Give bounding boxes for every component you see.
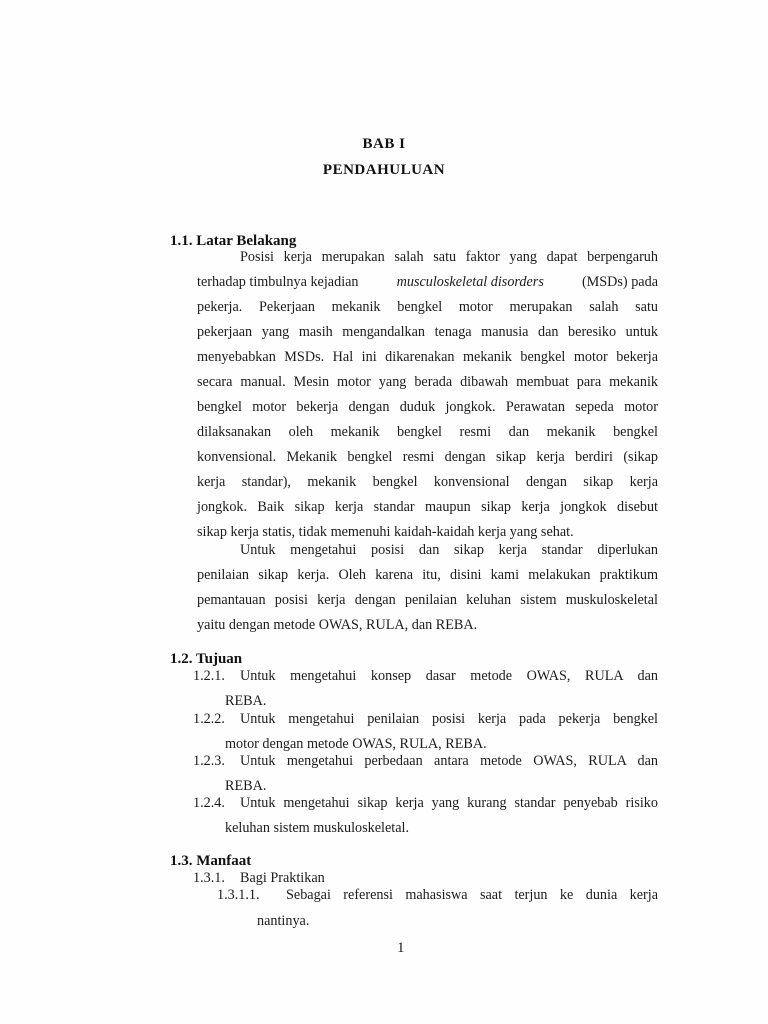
list-item-line: REBA.: [225, 778, 267, 794]
chapter-title: PENDAHULUAN: [322, 162, 446, 178]
italic-term: musculoskeletal disorders: [396, 274, 544, 290]
paragraph-line: penilaian sikap kerja. Oleh karena itu, disini kami melakukan praktikum: [197, 567, 658, 583]
list-number: 1.2.4.: [193, 795, 225, 811]
paragraph-line: secara manual. Mesin motor yang berada dibawah membuat para mekanik: [197, 374, 658, 390]
section-heading-latar-belakang: 1.1. Latar Belakang: [170, 233, 297, 249]
list-item-line: Untuk mengetahui konsep dasar metode OWAS, RULA dan: [240, 668, 658, 684]
paragraph-line: jongkok. Baik sikap kerja standar maupun sikap kerja jongkok disebut: [197, 499, 658, 515]
paragraph-line: Untuk mengetahui posisi dan sikap kerja standar diperlukan: [240, 542, 658, 558]
list-item-line: Sebagai referensi mahasiswa saat terjun ke dunia kerja: [286, 887, 658, 903]
paragraph-line: pekerjaan yang masih mengandalkan tenaga manusia dan beresiko untuk: [197, 324, 658, 340]
list-number: 1.3.1.1.: [217, 887, 260, 903]
text-run: (MSDs) pada: [581, 274, 658, 290]
list-item-line: Untuk mengetahui perbedaan antara metode OWAS, RULA dan: [240, 753, 658, 769]
paragraph-line: konvensional. Mekanik bengkel resmi dengan sikap kerja berdiri (sikap: [197, 449, 658, 465]
chapter-number: BAB I: [362, 136, 406, 152]
list-item-line: keluhan sistem muskuloskeletal.: [225, 820, 410, 836]
list-item-line: Untuk mengetahui penilaian posisi kerja pada pekerja bengkel: [240, 711, 658, 727]
list-item-line: motor dengan metode OWAS, RULA, REBA.: [225, 736, 487, 752]
list-item-line: REBA.: [225, 693, 267, 709]
paragraph-line: dilaksanakan oleh mekanik bengkel resmi dan mekanik bengkel: [197, 424, 658, 440]
list-number: 1.2.3.: [193, 753, 225, 769]
list-item-line: Untuk mengetahui sikap kerja yang kurang standar penyebab risiko: [240, 795, 658, 811]
subsection-label: Bagi Praktikan: [240, 870, 325, 886]
paragraph-line: yaitu dengan metode OWAS, RULA, dan REBA.: [197, 617, 478, 633]
section-heading-tujuan: 1.2. Tujuan: [170, 651, 243, 667]
paragraph-line: menyebabkan MSDs. Hal ini dikarenakan mekanik bengkel motor bekerja: [197, 349, 658, 365]
list-number: 1.2.2.: [193, 711, 225, 727]
text-run: terhadap timbulnya kejadian: [197, 274, 359, 290]
paragraph-line: sikap kerja statis, tidak memenuhi kaidah-kaidah kerja yang sehat.: [197, 524, 574, 540]
paragraph-line: bengkel motor bekerja dengan duduk jongkok. Perawatan sepeda motor: [197, 399, 658, 415]
paragraph-line: [197, 274, 658, 291]
paragraph-line: kerja standar), mekanik bengkel konvensional dengan sikap kerja: [197, 474, 658, 490]
list-item-line: nantinya.: [257, 913, 310, 929]
paragraph-line: pemantauan posisi kerja dengan penilaian keluhan sistem muskuloskeletal: [197, 592, 658, 608]
list-number: 1.3.1.: [193, 870, 225, 886]
paragraph-line: pekerja. Pekerjaan mekanik bengkel motor merupakan salah satu: [197, 299, 658, 315]
list-number: 1.2.1.: [193, 668, 225, 684]
section-heading-manfaat: 1.3. Manfaat: [170, 853, 252, 869]
page-number: 1: [397, 940, 405, 956]
paragraph-line: Posisi kerja merupakan salah satu faktor yang dapat berpengaruh: [240, 249, 658, 265]
